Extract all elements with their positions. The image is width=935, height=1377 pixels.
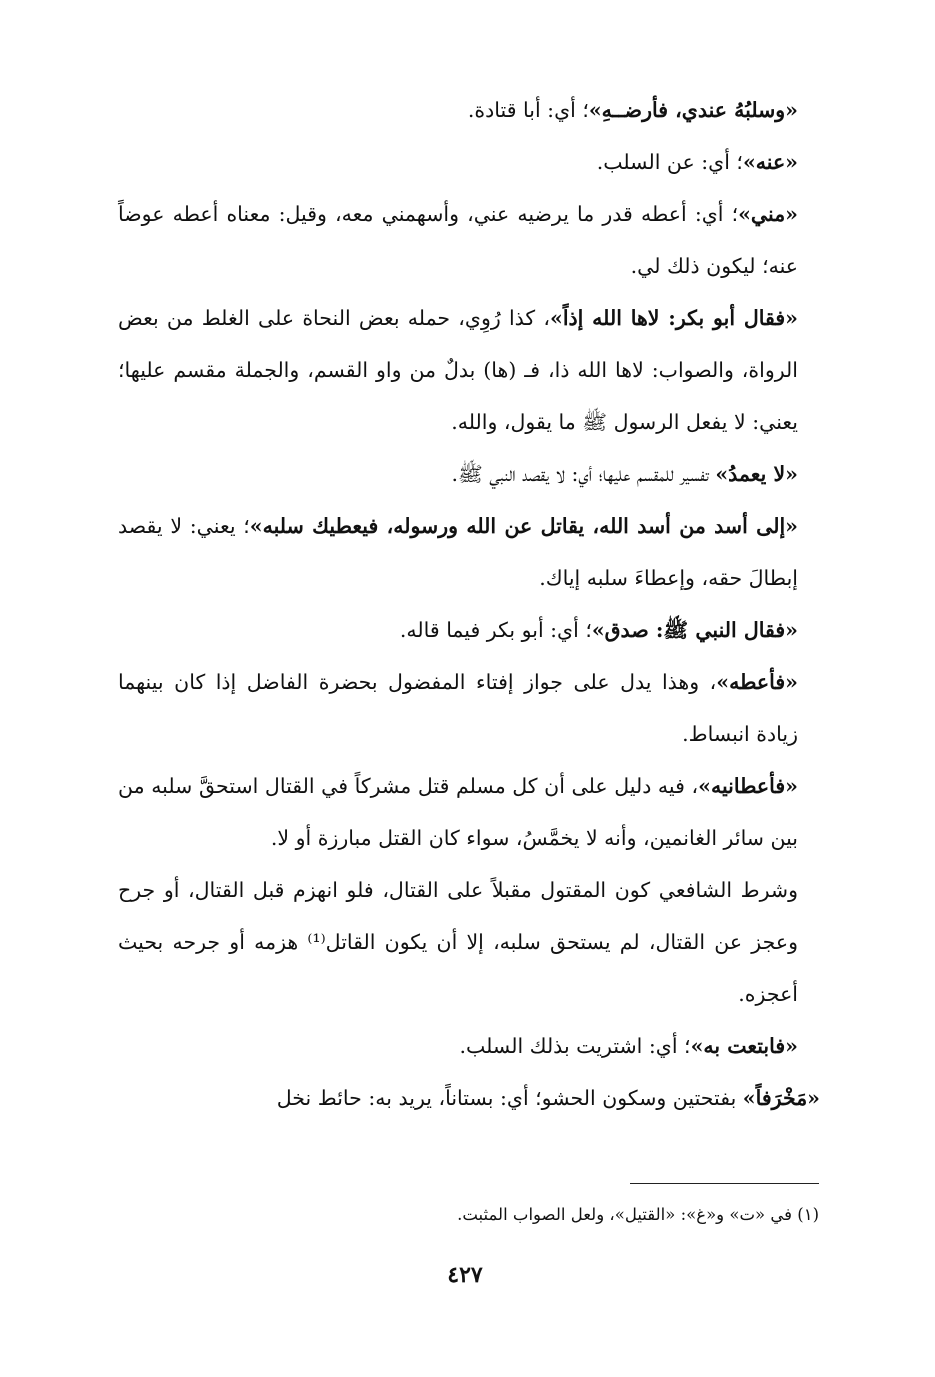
- quoted-phrase: «مني»: [738, 202, 798, 226]
- commentary-text: ، كذا رُوِي، حمله بعض النحاة على الغلط من بعض الرواة، والصواب: لاها الله ذا، فـ (ها) بدلٌ من واو القسم، والجملة مقسم عليها؛ يعني: لا يفعل الرسول ﷺ ما يقول، والله.: [118, 306, 798, 434]
- paragraph-11: [118, 1020, 820, 1072]
- quoted-phrase: «عنه»: [742, 150, 798, 174]
- commentary-text: ؛ أي: عن السلب.: [596, 150, 743, 174]
- quoted-phrase: «فابتعت به»: [690, 1034, 798, 1058]
- paragraph-4: [118, 292, 820, 448]
- commentary-text: ؛ أي: اشتريت بذلك السلب.: [459, 1034, 691, 1058]
- commentary-text: بفتحتين وسكون الحشو؛ أي: بستاناً، يريد به: حائط نخل: [276, 1086, 743, 1110]
- paragraph-7: [118, 604, 820, 656]
- paragraph-8: [118, 656, 820, 760]
- paragraph-5: [118, 448, 820, 500]
- paragraph-1: [118, 84, 820, 136]
- paragraph-3: [118, 188, 820, 292]
- quoted-phrase: «فأعطانيه»: [698, 774, 798, 798]
- commentary-text: ، فيه دليل على أن كل مسلم قتل مشركاً في القتال استحقَّ سلبه من بين سائر الغانمين، وأنه لا يخمَّسُ، سواء كان القتل مبارزة أو لا.: [118, 774, 798, 850]
- commentary-text: ؛ أي: أبا قتادة.: [467, 98, 589, 122]
- quoted-phrase: «فأعطه»: [716, 670, 798, 694]
- commentary-text: تفسير للمقسم عليها؛ أي: لا يقصد النبي ﷺ.: [451, 462, 716, 486]
- commentary-text: ، وهذا يدل على جواز إفتاء المفضول بحضرة الفاضل إذا كان بينهما زيادة انبساط.: [118, 670, 798, 746]
- footnote: (١) في «ت» و«غ»: «القتيل»، ولعل الصواب المثبت.: [457, 1205, 819, 1224]
- quoted-phrase: «وسلبُهُ عندي، فأرضــهِ»: [588, 98, 798, 122]
- quoted-phrase: «فقال أبو بكر: لاها الله إذاً»: [550, 306, 798, 330]
- quoted-phrase: «إلى أسد من أسد الله، يقاتل عن الله ورسوله، فيعطيك سلبه»: [249, 514, 798, 538]
- commentary-text: ؛ يعني: لا يقصد إبطالَ حقه، وإعطاءَ سلبه إياك.: [118, 514, 798, 590]
- paragraph-2: [118, 136, 820, 188]
- paragraph-9: [118, 760, 820, 864]
- page-number: ٤٢٧: [447, 1262, 483, 1288]
- commentary-text: وشرط الشافعي كون المقتول مقبلاً على القتال، فلو انهزم قبل القتال، أو جرح وعجز عن القتال، لم يستحق سلبه، إلا أن يكون القاتل⁽¹⁾ هزمه أو جرحه بحيث أعجزه.: [118, 878, 798, 1006]
- quoted-phrase: «فقال النبي ﷺ: صدق»: [591, 618, 798, 642]
- footnote-divider: [630, 1183, 819, 1184]
- page-body: [118, 84, 820, 1124]
- commentary-text: ؛ أي: أعطه قدر ما يرضيه عني، وأسهمني معه، وقيل: معناه أعطه عوضاً عنه؛ ليكون ذلك لي.: [118, 202, 798, 278]
- quoted-phrase: «مَخْرَفاً»: [742, 1086, 820, 1110]
- commentary-text: ؛ أي: أبو بكر فيما قاله.: [399, 618, 592, 642]
- paragraph-6: [118, 500, 820, 604]
- paragraph-10: [118, 864, 820, 1020]
- paragraph-12: [118, 1072, 820, 1124]
- quoted-phrase: «لا يعمدُ»: [715, 462, 798, 486]
